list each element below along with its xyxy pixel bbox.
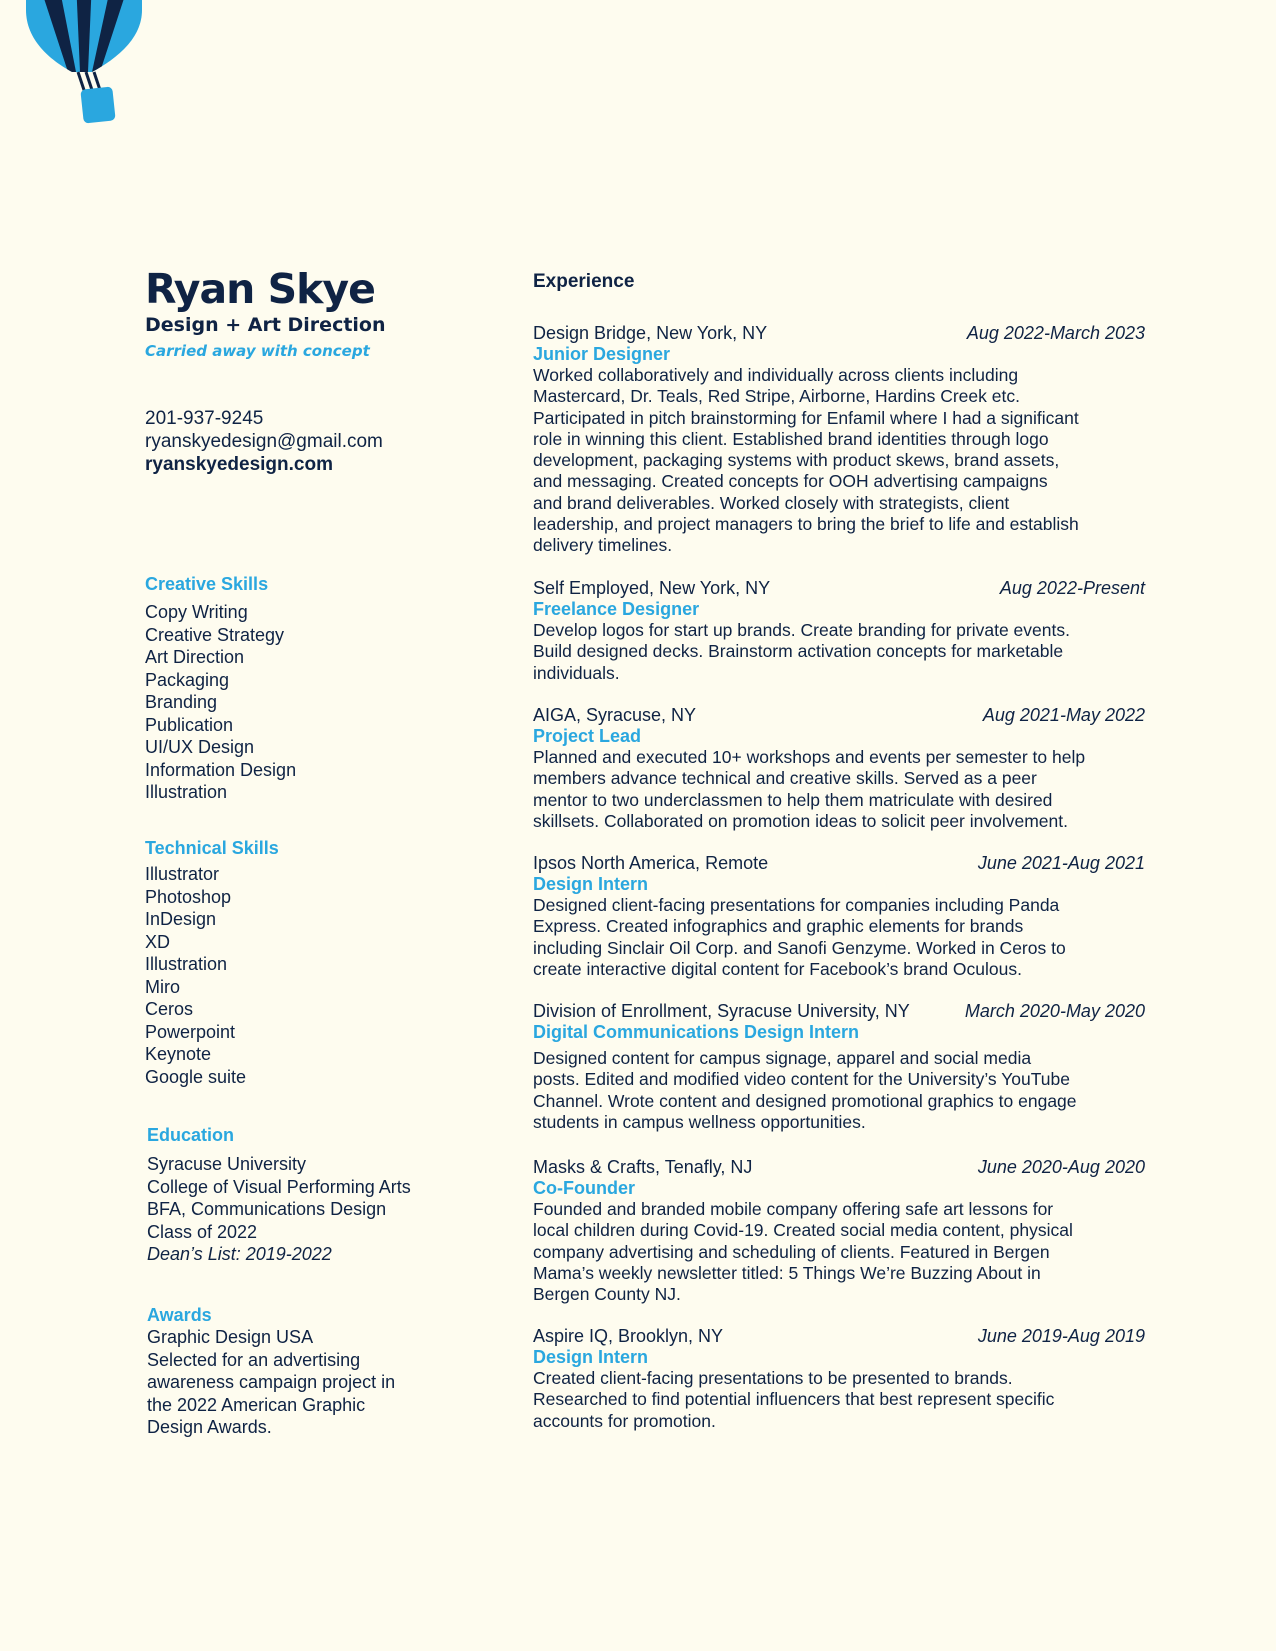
list-item: Photoshop xyxy=(145,886,232,907)
company-name: Design Bridge, New York, NY xyxy=(533,323,768,343)
description-line: Mama’s weekly newsletter titled: 5 Things We’re Buzzing About in xyxy=(533,1262,1041,1283)
job-entry xyxy=(533,323,1145,557)
job-entry xyxy=(533,1157,1145,1305)
list-item: Publication xyxy=(145,714,234,735)
section-heading: Experience xyxy=(533,271,635,292)
description-line: Planned and executed 10+ workshops and events per semester to help xyxy=(533,747,1086,767)
description-line: Mastercard, Dr. Teals, Red Stripe, Airborne, Hardins Creek etc. xyxy=(533,386,1020,407)
description-line: students in campus wellness opportunities. xyxy=(533,1111,866,1132)
job-role: Co-Founder xyxy=(533,1178,635,1198)
description-line: and messaging. Created concepts for OOH advertising campaigns xyxy=(533,471,1048,492)
list-item: InDesign xyxy=(145,909,217,929)
hot-air-balloon-icon xyxy=(24,0,144,130)
description-line: members advance technical and creative skills. Served as a peer xyxy=(533,768,1037,789)
job-subtitle: Design + Art Direction xyxy=(145,314,386,336)
award-line: Selected for an advertising xyxy=(147,1349,361,1370)
description-line: Researched to find potential influencers that best represent specific xyxy=(533,1389,1055,1410)
list-item: Keynote xyxy=(145,1044,212,1064)
description-line: Channel. Wrote content and designed promotional graphics to engage xyxy=(533,1090,1077,1111)
job-dates: June 2019-Aug 2019 xyxy=(977,1326,1145,1346)
list-item: Packaging xyxy=(145,669,230,690)
section-heading: Creative Skills xyxy=(145,574,269,594)
description-line: Build designed decks. Brainstorm activation concepts for marketable xyxy=(533,641,1064,662)
job-dates: Aug 2022-Present xyxy=(999,578,1145,598)
description-line: Worked collaboratively and individually across clients including xyxy=(533,365,1019,385)
description-line: company advertising and scheduling of clients. Featured in Bergen xyxy=(533,1241,1050,1262)
job-description xyxy=(533,365,1145,557)
description-line: skillsets. Collaborated on promotion ideas to solicit peer involvement. xyxy=(533,810,1068,831)
description-line: development, packaging systems with product skews, brand assets, xyxy=(533,450,1060,471)
list-item: Creative Strategy xyxy=(145,624,285,645)
job-entry xyxy=(533,853,1145,980)
job-description xyxy=(533,747,1145,832)
description-line: Designed content for campus signage, apparel and social media xyxy=(533,1048,1032,1068)
list-item: Illustration xyxy=(145,782,228,802)
education-line: BFA, Communications Design xyxy=(147,1199,387,1219)
job-dates: Aug 2022-March 2023 xyxy=(966,323,1145,343)
list-item: Illustrator xyxy=(145,864,220,884)
award-line: Design Awards. xyxy=(147,1417,272,1437)
email-address[interactable]: ryanskyedesign@gmail.com xyxy=(145,431,383,452)
section-heading: Awards xyxy=(147,1305,212,1325)
award-line: awareness campaign project in xyxy=(147,1372,396,1392)
experience-section xyxy=(533,270,1143,294)
education-line: Class of 2022 xyxy=(147,1221,258,1242)
website-link[interactable]: ryanskyedesign.com xyxy=(145,454,333,475)
job-dates: June 2020-Aug 2020 xyxy=(977,1157,1145,1177)
education-section xyxy=(147,1124,411,1266)
description-line: Designed client-facing presentations for companies including Panda xyxy=(533,895,1060,915)
company-name: Ipsos North America, Remote xyxy=(533,853,769,873)
description-line: individuals. xyxy=(533,662,620,683)
list-item: Powerpoint xyxy=(145,1021,236,1042)
deans-list: Dean’s List: 2019-2022 xyxy=(147,1244,332,1264)
company-name: Division of Enrollment, Syracuse University, NY xyxy=(533,1001,910,1021)
education-line: Syracuse University xyxy=(147,1154,307,1174)
job-entry xyxy=(533,1001,1145,1133)
technical-skills-section xyxy=(145,837,279,1088)
job-role: Freelance Designer xyxy=(533,599,700,619)
job-description xyxy=(533,1048,1145,1133)
job-entry xyxy=(533,705,1145,832)
description-line: Bergen County NJ. xyxy=(533,1284,681,1305)
list-item: Art Direction xyxy=(145,647,245,667)
education-line: College of Visual Performing Arts xyxy=(147,1176,411,1197)
description-line: Develop logos for start up brands. Create branding for private events. xyxy=(533,620,1070,640)
job-description xyxy=(533,1199,1145,1305)
description-line: including Sinclair Oil Corp. and Sanofi Genzyme. Worked in Ceros to xyxy=(533,937,1066,958)
description-line: and brand deliverables. Worked closely with strategists, client xyxy=(533,492,1010,513)
job-dates: Aug 2021-May 2022 xyxy=(982,705,1145,725)
list-item: Ceros xyxy=(145,999,194,1019)
description-line: Founded and branded mobile company offering safe art lessons for xyxy=(533,1199,1054,1219)
phone-number: 201-937-9245 xyxy=(145,408,264,429)
description-line: delivery timelines. xyxy=(533,535,673,556)
award-line: the 2022 American Graphic xyxy=(147,1394,366,1415)
list-item: Google suite xyxy=(145,1066,247,1087)
description-line: posts. Edited and modified video content for the University’s YouTube xyxy=(533,1069,1070,1090)
list-item: Branding xyxy=(145,692,218,712)
job-dates: March 2020-May 2020 xyxy=(964,1001,1145,1021)
tagline: Carried away with concept xyxy=(145,342,370,360)
company-name: Self Employed, New York, NY xyxy=(533,578,771,598)
job-role: Design Intern xyxy=(533,1347,649,1367)
job-role: Project Lead xyxy=(533,726,642,746)
person-name: Ryan Skye xyxy=(145,265,375,313)
description-line: Participated in pitch brainstorming for Enfamil where I had a significant xyxy=(533,407,1079,428)
profile-header xyxy=(145,265,485,476)
list-item: UI/UX Design xyxy=(145,737,255,757)
list-item: Copy Writing xyxy=(145,602,248,622)
description-line: create interactive digital content for Facebook’s brand Oculous. xyxy=(533,958,1022,979)
job-role: Junior Designer xyxy=(533,344,671,364)
description-line: role in winning this client. Established brand identities through logo xyxy=(533,428,1049,449)
list-item: Miro xyxy=(145,976,180,997)
job-entry xyxy=(533,578,1145,684)
list-item: Information Design xyxy=(145,759,297,780)
list-item: Illustration xyxy=(145,954,228,974)
job-dates: June 2021-Aug 2021 xyxy=(977,853,1145,873)
description-line: mentor to two underclassmen to help them matriculate with desired xyxy=(533,789,1053,810)
company-name: Masks & Crafts, Tenafly, NJ xyxy=(533,1157,753,1177)
job-role: Digital Communications Design Intern xyxy=(533,1022,860,1042)
list-item: XD xyxy=(145,931,171,952)
creative-skills-section xyxy=(145,573,296,804)
description-line: local children during Covid-19. Created social media content, physical xyxy=(533,1220,1073,1241)
description-line: Created client-facing presentations to be presented to brands. xyxy=(533,1368,1013,1388)
job-description xyxy=(533,620,1145,684)
award-line: Graphic Design USA xyxy=(147,1327,314,1347)
job-description xyxy=(533,1368,1145,1432)
job-entry xyxy=(533,1326,1145,1432)
company-name: AIGA, Syracuse, NY xyxy=(533,705,697,725)
description-line: Express. Created infographics and graphic elements for brands xyxy=(533,916,1024,937)
awards-section xyxy=(147,1304,395,1439)
job-role: Design Intern xyxy=(533,874,649,894)
section-heading: Education xyxy=(147,1125,235,1145)
description-line: accounts for promotion. xyxy=(533,1410,716,1431)
contact-info xyxy=(145,407,485,476)
company-name: Aspire IQ, Brooklyn, NY xyxy=(533,1326,724,1346)
description-line: leadership, and project managers to bring the brief to life and establish xyxy=(533,514,1079,535)
section-heading: Technical Skills xyxy=(145,838,279,858)
job-description xyxy=(533,895,1145,980)
